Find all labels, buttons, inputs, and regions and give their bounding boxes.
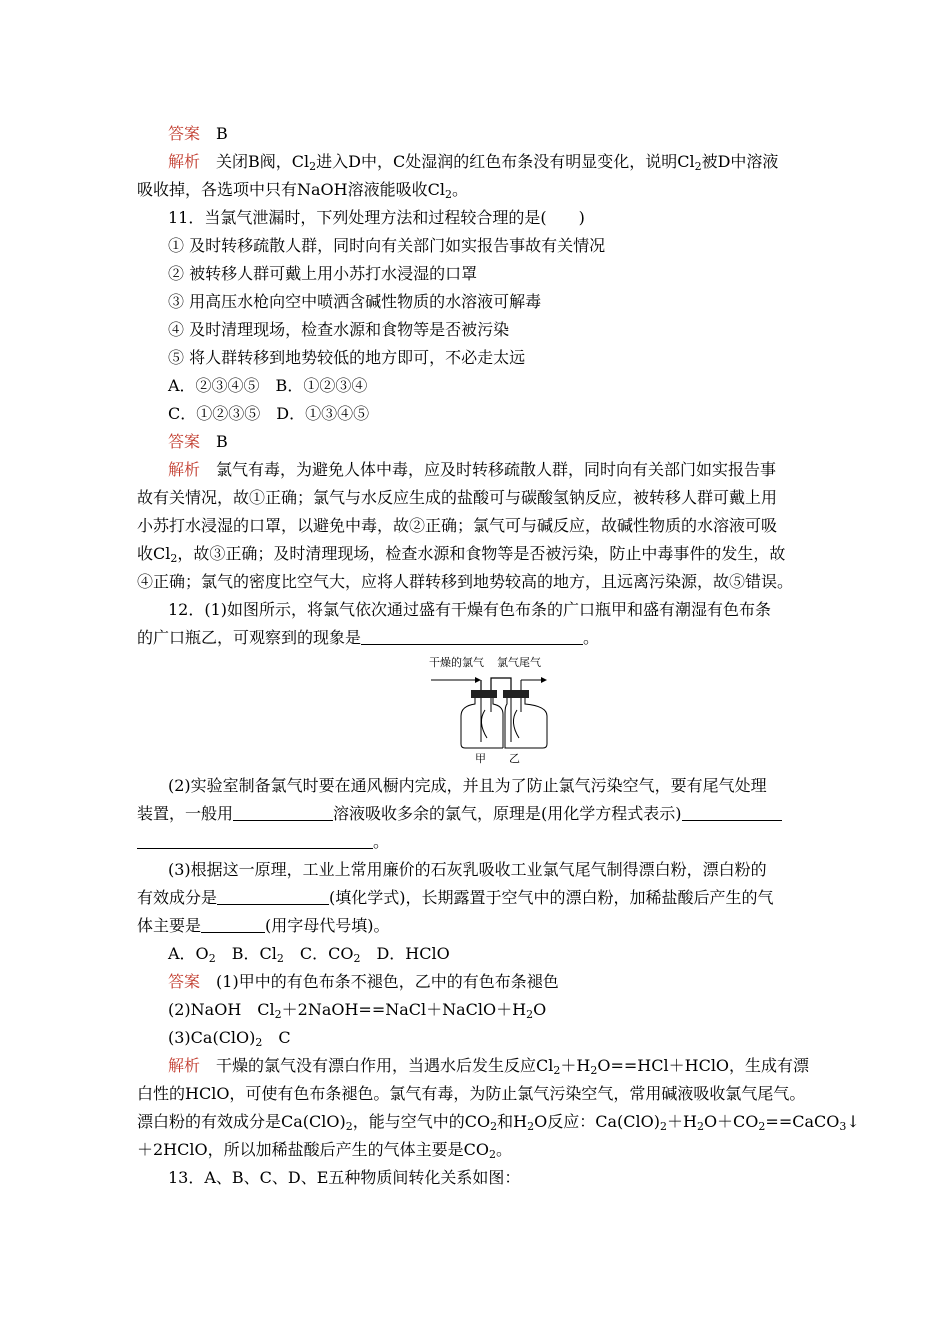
q11-answer: B xyxy=(216,432,228,451)
fig-label-tail-gas: 氯气尾气 xyxy=(497,656,541,669)
analysis-label: 解析 xyxy=(168,152,201,171)
q10-analysis-line1: 解析 关闭B阀，$Cl_2$进入D中，C处湿润的红色布条没有明显变化，说明$Cl_2$被D中溶液 xyxy=(168,152,779,173)
q10-answer-line xyxy=(168,124,228,144)
q11-stem: 11．当氯气泄漏时，下列处理方法和过程较合理的是( ) xyxy=(168,208,585,227)
q11-analysis-line3: 小苏打水浸湿的口罩，以避免中毒，故②正确；氯气可与碱反应，故碱性物质的水溶液可吸 xyxy=(137,516,778,535)
q10-analysis-line2: 吸收掉，各选项中只有NaOH溶液能吸收$Cl_2$。 xyxy=(137,180,468,201)
q11-item-5: ⑤ 将人群转移到地势较低的地方即可，不必走太远 xyxy=(168,348,526,367)
q12-p1-line1: 12．(1)如图所示，将氯气依次通过盛有干燥有色布条的广口瓶甲和盛有潮湿有色布条 xyxy=(168,600,772,619)
q12-p2-line1: (2)实验室制备氯气时要在通风橱内完成，并且为了防止氯气污染空气，要有尾气处理 xyxy=(168,776,767,795)
q11-options-1: A．②③④⑤ B．①②③④ xyxy=(168,376,368,395)
fig-label-jia: 甲 xyxy=(475,752,486,764)
q12-answer-line1: 答案 (1)甲中的有色布条不褪色，乙中的有色布条褪色 xyxy=(168,972,559,991)
q12-analysis-line3: 漂白粉的有效成分是$Ca(ClO)_2$，能与空气中的$CO_2$和$H_2O$反应：$Ca(ClO)_2+H_2O+CO_2==CaCO_3↓$ xyxy=(137,1112,860,1133)
q11-analysis-line4: 收$Cl_2$，故③正确；及时清理现场，检查水源和食物等是否被污染，防止中毒事件的发生，故 xyxy=(137,544,786,565)
q12-p3-line1: (3)根据这一原理，工业上常用廉价的石灰乳吸收工业氯气尾气制得漂白粉，漂白粉的 xyxy=(168,860,767,879)
stopper-yi xyxy=(503,690,529,698)
q11-options-2: C．①②③⑤ D．①③④⑤ xyxy=(168,404,370,423)
q11-analysis-line5: ④正确；氯气的密度比空气大，应将人群转移到地势较高的地方，且远离污染源，故⑤错误。 xyxy=(137,572,794,591)
cloth-strip-jia xyxy=(481,710,487,738)
fig-label-dry-chlorine: 干燥的氯气 xyxy=(429,656,484,669)
answer-label: 答案 xyxy=(168,124,201,143)
q11-analysis-line1: 解析 氯气有毒，为避免人体中毒，应及时转移疏散人群，同时向有关部门如实报告事 xyxy=(168,460,777,479)
q12-options: A．$O_2$ B．$Cl_2$ C．$CO_2$ D．HClO xyxy=(168,944,450,965)
q12-p3-line2: 有效成分是 (填化学式)，长期露置于空气中的漂白粉，加稀盐酸后产生的气 xyxy=(137,888,774,907)
q12-p3-line3: 体主要是 (用字母代号填)。 xyxy=(137,916,390,935)
fill-blank xyxy=(361,630,583,645)
q12-answer-line3: $(3)Ca(ClO)_2$ C xyxy=(168,1028,291,1049)
q12-p1-line2: 的广口瓶乙，可观察到的现象是 。 xyxy=(137,628,600,647)
q13-stem: 13．A、B、C、D、E五种物质间转化关系如图： xyxy=(168,1168,521,1187)
q11-analysis-line2: 故有关情况，故①正确；氯气与水反应生成的盐酸可与碳酸氢钠反应，被转移人群可戴上用 xyxy=(137,488,778,507)
q12-p2-line2: 装置，一般用 溶液吸收多余的氯气，原理是(用化学方程式表示) xyxy=(137,804,782,824)
q12-analysis-line1: 解析 干燥的氯气没有漂白作用，当遇水后发生反应$Cl_2+H_2O==HCl+HClO$，生成有漂 xyxy=(168,1056,810,1077)
q11-item-4: ④ 及时清理现场，检查水源和食物等是否被污染 xyxy=(168,320,510,339)
cloth-strip-yi xyxy=(513,710,519,738)
q11-item-1: ① 及时转移疏散人群，同时向有关部门如实报告事故有关情况 xyxy=(168,236,606,255)
q11-answer-line: 答案 B xyxy=(168,432,228,451)
fig-label-yi: 乙 xyxy=(509,752,520,764)
q12-p2-line3: 。 xyxy=(137,832,389,852)
q12-analysis-line4: ＋2HClO，所以加稀盐酸后产生的气体主要是$CO_2$。 xyxy=(137,1140,512,1161)
q12-answer-line2: (2)NaOH $Cl_2+2NaOH==NaCl+NaClO+H_2O$ xyxy=(168,1000,547,1021)
q11-item-2: ② 被转移人群可戴上用小苏打水浸湿的口罩 xyxy=(168,264,478,283)
gas-bottle-figure xyxy=(425,652,555,764)
q12-analysis-line2: 白性的HClO，可使有色布条褪色。氯气有毒，为防止氯气污染空气，常用碱液吸收氯气尾气。 xyxy=(137,1084,806,1103)
q10-answer: B xyxy=(216,124,228,143)
stopper-jia xyxy=(471,690,497,698)
q11-item-3: ③ 用高压水枪向空中喷洒含碱性物质的水溶液可解毒 xyxy=(168,292,542,311)
